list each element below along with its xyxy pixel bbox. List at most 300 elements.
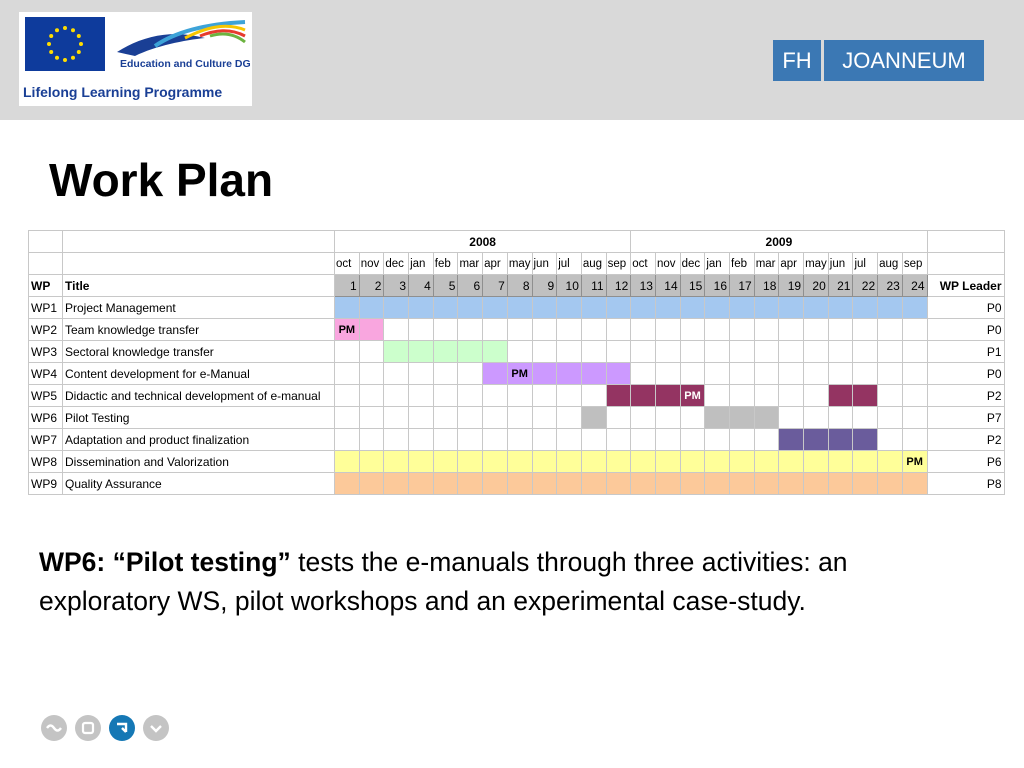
pm-marker: PM — [680, 385, 705, 407]
gantt-bar-cell — [359, 473, 384, 495]
column-header-row — [29, 275, 1005, 297]
gantt-empty-cell — [730, 341, 755, 363]
wp-leader: P2 — [927, 429, 1004, 451]
gantt-bar-cell — [335, 473, 360, 495]
gantt-empty-cell — [384, 407, 409, 429]
wp-leader: P1 — [927, 341, 1004, 363]
month-number: 5 — [433, 275, 458, 297]
gantt-bar-cell — [581, 363, 606, 385]
month-header: sep — [902, 253, 927, 275]
gantt-bar-cell — [631, 451, 656, 473]
gantt-bar-cell — [433, 473, 458, 495]
gantt-empty-cell — [655, 407, 680, 429]
gantt-row-wp2 — [29, 319, 1005, 341]
gantt-empty-cell — [433, 363, 458, 385]
gantt-empty-cell — [606, 319, 631, 341]
gantt-bar-cell — [853, 385, 878, 407]
year-header-row — [29, 231, 1005, 253]
gantt-row-wp6 — [29, 407, 1005, 429]
month-number: 1 — [335, 275, 360, 297]
page-title: Work Plan — [49, 154, 274, 206]
month-number: 23 — [878, 275, 903, 297]
gantt-empty-cell — [631, 429, 656, 451]
gantt-empty-cell — [902, 407, 927, 429]
wp-title: Dissemination and Valorization — [63, 451, 335, 473]
wp-leader: P7 — [927, 407, 1004, 429]
gantt-empty-cell — [507, 429, 532, 451]
gantt-bar-cell — [680, 297, 705, 319]
gantt-empty-cell — [902, 363, 927, 385]
gantt-empty-cell — [433, 385, 458, 407]
wp-title: Team knowledge transfer — [63, 319, 335, 341]
gantt-bar-cell — [483, 473, 508, 495]
wp-id: WP4 — [29, 363, 63, 385]
back-icon[interactable] — [41, 715, 67, 741]
gantt-empty-cell — [853, 407, 878, 429]
gantt-bar-cell — [458, 473, 483, 495]
gantt-empty-cell — [754, 429, 779, 451]
gantt-bar-cell — [705, 451, 730, 473]
month-header: aug — [581, 253, 606, 275]
month-header: aug — [878, 253, 903, 275]
month-number: 13 — [631, 275, 656, 297]
month-number: 11 — [581, 275, 606, 297]
gantt-empty-cell — [335, 363, 360, 385]
gantt-bar-cell — [581, 473, 606, 495]
wp-id: WP8 — [29, 451, 63, 473]
gantt-bar-cell — [828, 473, 853, 495]
month-number: 8 — [507, 275, 532, 297]
gantt-empty-cell — [878, 385, 903, 407]
forward-icon[interactable] — [143, 715, 169, 741]
pm-marker: PM — [507, 363, 532, 385]
gantt-empty-cell — [557, 407, 582, 429]
gantt-bar-cell — [532, 473, 557, 495]
wp-leader: P0 — [927, 363, 1004, 385]
gantt-empty-cell — [680, 429, 705, 451]
empty-cell — [63, 253, 335, 275]
gantt-empty-cell — [581, 429, 606, 451]
wp-id: WP2 — [29, 319, 63, 341]
gantt-row-wp3 — [29, 341, 1005, 363]
gantt-bar-cell — [335, 297, 360, 319]
month-number: 12 — [606, 275, 631, 297]
gantt-bar-cell — [557, 297, 582, 319]
gantt-bar-cell — [433, 297, 458, 319]
gantt-bar-cell — [606, 473, 631, 495]
month-header: nov — [655, 253, 680, 275]
gantt-empty-cell — [359, 407, 384, 429]
gantt-empty-cell — [409, 407, 434, 429]
gantt-empty-cell — [853, 341, 878, 363]
gantt-bar-cell — [606, 451, 631, 473]
empty-cell — [927, 253, 1004, 275]
gantt-empty-cell — [680, 407, 705, 429]
gantt-empty-cell — [483, 429, 508, 451]
gantt-bar-cell — [384, 341, 409, 363]
month-number: 3 — [384, 275, 409, 297]
gantt-row-wp4 — [29, 363, 1005, 385]
gantt-empty-cell — [581, 341, 606, 363]
month-header: jul — [557, 253, 582, 275]
gantt-empty-cell — [359, 363, 384, 385]
year-header: 2009 — [631, 231, 927, 253]
gantt-empty-cell — [779, 407, 804, 429]
gantt-empty-cell — [680, 363, 705, 385]
wp-leader: P0 — [927, 297, 1004, 319]
gantt-empty-cell — [631, 319, 656, 341]
slide-navigation — [41, 715, 177, 741]
gantt-bar-cell — [631, 297, 656, 319]
gantt-empty-cell — [705, 385, 730, 407]
gantt-empty-cell — [409, 385, 434, 407]
gantt-bar-cell — [754, 451, 779, 473]
gantt-empty-cell — [804, 319, 829, 341]
month-header: nov — [359, 253, 384, 275]
month-header: may — [507, 253, 532, 275]
gantt-empty-cell — [335, 429, 360, 451]
gantt-empty-cell — [606, 429, 631, 451]
menu-icon[interactable] — [75, 715, 101, 741]
eu-flag-icon — [25, 17, 105, 71]
gantt-bar-cell — [902, 297, 927, 319]
month-number: 10 — [557, 275, 582, 297]
month-header: dec — [384, 253, 409, 275]
gantt-empty-cell — [335, 385, 360, 407]
gantt-bar-cell — [581, 297, 606, 319]
eu-lifelong-learning-logo — [19, 12, 252, 106]
month-number: 17 — [730, 275, 755, 297]
gantt-empty-cell — [507, 407, 532, 429]
gantt-bar-cell — [779, 429, 804, 451]
pm-marker: PM — [335, 319, 360, 341]
gantt-bar-cell — [804, 451, 829, 473]
gantt-bar-cell — [853, 473, 878, 495]
gantt-bar-cell — [705, 407, 730, 429]
gantt-empty-cell — [779, 363, 804, 385]
gantt-empty-cell — [853, 319, 878, 341]
return-icon[interactable] — [109, 715, 135, 741]
month-header: dec — [680, 253, 705, 275]
month-number: 9 — [532, 275, 557, 297]
gantt-bar-cell — [853, 451, 878, 473]
title-column-header: Title — [63, 275, 335, 297]
month-header: mar — [754, 253, 779, 275]
gantt-empty-cell — [804, 363, 829, 385]
wp6-description-text: tests the e-manuals through three activities: an exploratory WS, pilot workshops and an experimental case-study. — [39, 547, 848, 616]
gantt-bar-cell — [853, 429, 878, 451]
gantt-empty-cell — [655, 429, 680, 451]
gantt-bar-cell — [804, 429, 829, 451]
gantt-empty-cell — [507, 385, 532, 407]
gantt-bar-cell — [433, 341, 458, 363]
gantt-bar-cell — [606, 363, 631, 385]
wp-leader: P2 — [927, 385, 1004, 407]
gantt-bar-cell — [730, 407, 755, 429]
gantt-bar-cell — [828, 451, 853, 473]
wp-column-header: WP — [29, 275, 63, 297]
gantt-empty-cell — [458, 385, 483, 407]
wp-leader: P0 — [927, 319, 1004, 341]
gantt-bar-cell — [557, 473, 582, 495]
month-header: feb — [730, 253, 755, 275]
gantt-bar-cell — [828, 385, 853, 407]
pm-marker: PM — [902, 451, 927, 473]
gantt-bar-cell — [779, 451, 804, 473]
month-header: oct — [335, 253, 360, 275]
month-header: mar — [458, 253, 483, 275]
gantt-empty-cell — [680, 319, 705, 341]
gantt-empty-cell — [705, 319, 730, 341]
gantt-bar-cell — [804, 297, 829, 319]
gantt-bar-cell — [606, 385, 631, 407]
gantt-empty-cell — [384, 429, 409, 451]
gantt-bar-cell — [433, 451, 458, 473]
month-header: jan — [705, 253, 730, 275]
gantt-empty-cell — [878, 407, 903, 429]
gantt-bar-cell — [458, 451, 483, 473]
month-number: 20 — [804, 275, 829, 297]
gantt-empty-cell — [532, 341, 557, 363]
gantt-empty-cell — [384, 385, 409, 407]
gantt-empty-cell — [507, 341, 532, 363]
gantt-empty-cell — [902, 429, 927, 451]
month-header: may — [804, 253, 829, 275]
gantt-empty-cell — [878, 341, 903, 363]
gantt-empty-cell — [655, 319, 680, 341]
wp6-description — [39, 543, 939, 621]
month-header: feb — [433, 253, 458, 275]
work-plan-gantt-table — [28, 230, 1005, 495]
header-band — [0, 0, 1024, 120]
month-number: 18 — [754, 275, 779, 297]
gantt-empty-cell — [902, 341, 927, 363]
wp-title: Quality Assurance — [63, 473, 335, 495]
gantt-empty-cell — [532, 319, 557, 341]
gantt-empty-cell — [754, 319, 779, 341]
gantt-bar-cell — [483, 451, 508, 473]
gantt-empty-cell — [902, 319, 927, 341]
gantt-empty-cell — [631, 341, 656, 363]
gantt-bar-cell — [384, 473, 409, 495]
gantt-bar-cell — [828, 297, 853, 319]
month-header-row — [29, 253, 1005, 275]
gantt-empty-cell — [433, 407, 458, 429]
gantt-bar-cell — [458, 341, 483, 363]
gantt-empty-cell — [878, 363, 903, 385]
month-header: sep — [606, 253, 631, 275]
month-header: apr — [483, 253, 508, 275]
gantt-empty-cell — [655, 363, 680, 385]
gantt-empty-cell — [878, 429, 903, 451]
gantt-empty-cell — [705, 429, 730, 451]
gantt-empty-cell — [557, 319, 582, 341]
gantt-empty-cell — [828, 407, 853, 429]
gantt-empty-cell — [409, 363, 434, 385]
gantt-bar-cell — [730, 473, 755, 495]
month-number: 19 — [779, 275, 804, 297]
gantt-empty-cell — [631, 363, 656, 385]
dg-label: Education and Culture DG — [120, 58, 251, 70]
gantt-bar-cell — [754, 297, 779, 319]
gantt-bar-cell — [483, 341, 508, 363]
gantt-bar-cell — [409, 473, 434, 495]
wp-leader-column-header: WP Leader — [927, 275, 1004, 297]
wp-title: Pilot Testing — [63, 407, 335, 429]
month-header: jun — [532, 253, 557, 275]
gantt-empty-cell — [532, 407, 557, 429]
gantt-empty-cell — [804, 341, 829, 363]
gantt-empty-cell — [828, 363, 853, 385]
gantt-bar-cell — [409, 297, 434, 319]
gantt-bar-cell — [878, 451, 903, 473]
gantt-bar-cell — [730, 451, 755, 473]
gantt-empty-cell — [557, 429, 582, 451]
gantt-empty-cell — [581, 319, 606, 341]
month-number: 22 — [853, 275, 878, 297]
month-number: 7 — [483, 275, 508, 297]
gantt-bar-cell — [878, 297, 903, 319]
gantt-bar-cell — [507, 451, 532, 473]
gantt-empty-cell — [458, 429, 483, 451]
gantt-empty-cell — [335, 341, 360, 363]
month-header: jul — [853, 253, 878, 275]
gantt-empty-cell — [335, 407, 360, 429]
gantt-bar-cell — [631, 385, 656, 407]
gantt-empty-cell — [458, 319, 483, 341]
gantt-empty-cell — [631, 407, 656, 429]
gantt-row-wp7 — [29, 429, 1005, 451]
gantt-bar-cell — [705, 473, 730, 495]
gantt-empty-cell — [779, 385, 804, 407]
empty-cell — [29, 231, 63, 253]
gantt-empty-cell — [581, 385, 606, 407]
gantt-bar-cell — [532, 451, 557, 473]
month-number: 15 — [680, 275, 705, 297]
month-number: 4 — [409, 275, 434, 297]
gantt-bar-cell — [557, 363, 582, 385]
gantt-bar-cell — [359, 319, 384, 341]
wp-id: WP3 — [29, 341, 63, 363]
gantt-bar-cell — [902, 473, 927, 495]
gantt-bar-cell — [853, 297, 878, 319]
month-header: jan — [409, 253, 434, 275]
month-number: 24 — [902, 275, 927, 297]
gantt-bar-cell — [483, 297, 508, 319]
gantt-bar-cell — [754, 473, 779, 495]
gantt-empty-cell — [507, 319, 532, 341]
gantt-bar-cell — [557, 451, 582, 473]
gantt-bar-cell — [828, 429, 853, 451]
gantt-empty-cell — [779, 341, 804, 363]
gantt-empty-cell — [804, 385, 829, 407]
gantt-row-wp5 — [29, 385, 1005, 407]
empty-cell — [63, 231, 335, 253]
month-header: jun — [828, 253, 853, 275]
gantt-empty-cell — [409, 319, 434, 341]
gantt-bar-cell — [507, 297, 532, 319]
gantt-bar-cell — [631, 473, 656, 495]
wp-id: WP7 — [29, 429, 63, 451]
gantt-empty-cell — [853, 363, 878, 385]
gantt-empty-cell — [409, 429, 434, 451]
gantt-bar-cell — [458, 297, 483, 319]
gantt-empty-cell — [359, 385, 384, 407]
gantt-empty-cell — [384, 363, 409, 385]
joanneum-logo-part: JOANNEUM — [824, 40, 984, 81]
gantt-bar-cell — [581, 407, 606, 429]
gantt-bar-cell — [779, 297, 804, 319]
gantt-empty-cell — [458, 363, 483, 385]
month-number: 21 — [828, 275, 853, 297]
gantt-empty-cell — [384, 319, 409, 341]
gantt-empty-cell — [483, 385, 508, 407]
gantt-bar-cell — [705, 297, 730, 319]
gantt-bar-cell — [384, 297, 409, 319]
gantt-bar-cell — [359, 451, 384, 473]
gantt-bar-cell — [409, 341, 434, 363]
fh-logo-part: FH — [773, 40, 821, 81]
gantt-bar-cell — [680, 451, 705, 473]
gantt-empty-cell — [804, 407, 829, 429]
wp-id: WP5 — [29, 385, 63, 407]
month-header: apr — [779, 253, 804, 275]
month-number: 14 — [655, 275, 680, 297]
gantt-bar-cell — [655, 297, 680, 319]
gantt-empty-cell — [359, 429, 384, 451]
month-header: oct — [631, 253, 656, 275]
gantt-row-wp8 — [29, 451, 1005, 473]
gantt-empty-cell — [557, 341, 582, 363]
gantt-bar-cell — [804, 473, 829, 495]
gantt-empty-cell — [359, 341, 384, 363]
gantt-empty-cell — [532, 429, 557, 451]
month-number: 16 — [705, 275, 730, 297]
gantt-row-wp9 — [29, 473, 1005, 495]
gantt-bar-cell — [754, 407, 779, 429]
gantt-empty-cell — [730, 363, 755, 385]
gantt-empty-cell — [754, 363, 779, 385]
gantt-bar-cell — [655, 451, 680, 473]
wp-leader: P8 — [927, 473, 1004, 495]
wp-id: WP9 — [29, 473, 63, 495]
month-number: 6 — [458, 275, 483, 297]
month-number: 2 — [359, 275, 384, 297]
gantt-bar-cell — [409, 451, 434, 473]
gantt-row-wp1 — [29, 297, 1005, 319]
wp-title: Sectoral knowledge transfer — [63, 341, 335, 363]
gantt-bar-cell — [359, 297, 384, 319]
wp-id: WP6 — [29, 407, 63, 429]
gantt-bar-cell — [532, 297, 557, 319]
empty-cell — [29, 253, 63, 275]
gantt-empty-cell — [483, 407, 508, 429]
gantt-empty-cell — [878, 319, 903, 341]
gantt-empty-cell — [754, 385, 779, 407]
gantt-empty-cell — [902, 385, 927, 407]
wp-id: WP1 — [29, 297, 63, 319]
empty-cell — [927, 231, 1004, 253]
gantt-empty-cell — [730, 429, 755, 451]
gantt-bar-cell — [655, 385, 680, 407]
gantt-bar-cell — [779, 473, 804, 495]
gantt-bar-cell — [680, 473, 705, 495]
gantt-bar-cell — [730, 297, 755, 319]
wp-title: Content development for e-Manual — [63, 363, 335, 385]
gantt-empty-cell — [606, 407, 631, 429]
gantt-empty-cell — [705, 363, 730, 385]
gantt-bar-cell — [606, 297, 631, 319]
